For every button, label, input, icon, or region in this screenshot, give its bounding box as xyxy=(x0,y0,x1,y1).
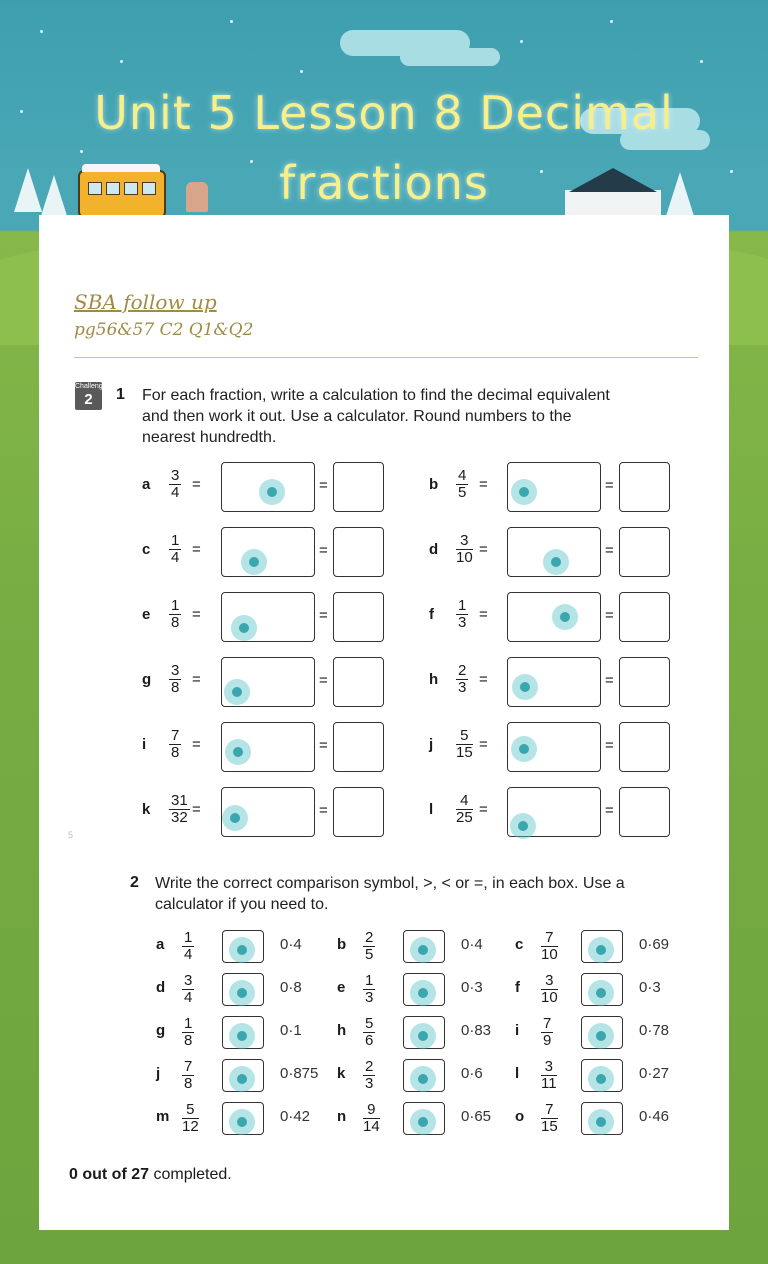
item-label: c xyxy=(515,936,524,953)
page-title: Unit 5 Lesson 8 Decimal fractions xyxy=(94,86,674,210)
fraction xyxy=(541,973,558,1006)
input-hotspot[interactable] xyxy=(588,1023,614,1049)
input-hotspot[interactable] xyxy=(241,549,267,575)
comparison-value: 0·3 xyxy=(639,979,661,996)
item-label: g xyxy=(142,671,152,688)
fraction-denominator: 8 xyxy=(184,1032,193,1049)
input-hotspot[interactable] xyxy=(511,736,537,762)
question-2-line: calculator if you need to. xyxy=(155,896,329,913)
answer-input[interactable] xyxy=(333,657,384,707)
fraction xyxy=(169,468,181,501)
input-hotspot[interactable] xyxy=(512,674,538,700)
equals-sign: = xyxy=(479,606,488,623)
comparison-value: 0·4 xyxy=(280,936,302,953)
comparison-value: 0·78 xyxy=(639,1022,670,1039)
item-label: e xyxy=(142,606,151,623)
comparison-value: 0·69 xyxy=(639,936,670,953)
fraction xyxy=(182,1102,199,1135)
equals-sign: = xyxy=(319,542,328,559)
fraction-numerator: 1 xyxy=(184,929,193,946)
item-label: h xyxy=(429,671,439,688)
star xyxy=(520,40,523,43)
fraction xyxy=(363,1016,375,1049)
fraction-numerator: 3 xyxy=(456,533,473,550)
fraction xyxy=(169,598,181,631)
item-label: h xyxy=(337,1022,347,1039)
equals-sign: = xyxy=(319,477,328,494)
fraction-numerator: 7 xyxy=(171,727,180,744)
item-label: j xyxy=(156,1065,161,1082)
divider xyxy=(74,357,698,358)
equals-sign: = xyxy=(605,737,614,754)
equals-sign: = xyxy=(192,606,201,623)
fraction-numerator: 7 xyxy=(541,1102,558,1119)
input-hotspot[interactable] xyxy=(231,615,257,641)
input-hotspot[interactable] xyxy=(510,813,536,839)
answer-input[interactable] xyxy=(333,787,384,837)
fraction-numerator: 3 xyxy=(184,972,193,989)
fraction-numerator: 7 xyxy=(543,1015,552,1032)
fraction-numerator: 1 xyxy=(365,972,374,989)
input-hotspot[interactable] xyxy=(229,1023,255,1049)
fraction xyxy=(363,973,375,1006)
item-label: k xyxy=(337,1065,346,1082)
input-hotspot[interactable] xyxy=(588,1066,614,1092)
item-label: m xyxy=(156,1108,170,1125)
fraction-numerator: 1 xyxy=(458,597,467,614)
input-hotspot[interactable] xyxy=(259,479,285,505)
fraction-denominator: 3 xyxy=(458,614,467,631)
item-label: a xyxy=(142,476,151,493)
fraction xyxy=(169,728,181,761)
item-label: d xyxy=(429,541,439,558)
fraction-numerator: 2 xyxy=(365,929,374,946)
equals-sign: = xyxy=(319,802,328,819)
fraction-denominator: 8 xyxy=(171,744,180,761)
equals-sign: = xyxy=(479,801,488,818)
comparison-value: 0·3 xyxy=(461,979,483,996)
comparison-value: 0·27 xyxy=(639,1065,670,1082)
question-1-line: For each fraction, write a calculation to find the decimal equivalent xyxy=(142,387,610,404)
fraction-numerator: 1 xyxy=(171,597,180,614)
fraction-denominator: 11 xyxy=(541,1075,557,1092)
item-label: i xyxy=(515,1022,520,1039)
star xyxy=(120,60,123,63)
item-label: o xyxy=(515,1108,525,1125)
fraction-numerator: 5 xyxy=(456,728,473,745)
input-hotspot[interactable] xyxy=(229,1066,255,1092)
answer-input[interactable] xyxy=(619,722,670,772)
completion-status xyxy=(69,1166,232,1184)
equals-sign: = xyxy=(319,607,328,624)
fraction-denominator: 4 xyxy=(171,549,180,566)
item-label: f xyxy=(515,979,520,996)
item-label: n xyxy=(337,1108,347,1125)
fraction-denominator: 3 xyxy=(365,1075,374,1092)
badge-number: 2 xyxy=(84,391,93,408)
fraction-denominator: 32 xyxy=(171,809,188,826)
input-hotspot[interactable] xyxy=(511,479,537,505)
question-1-text xyxy=(142,385,682,448)
fraction-numerator: 3 xyxy=(171,662,180,679)
comparison-value: 0·65 xyxy=(461,1108,492,1125)
input-hotspot[interactable] xyxy=(410,980,436,1006)
item-label: b xyxy=(337,936,347,953)
fraction-denominator: 9 xyxy=(543,1032,552,1049)
input-hotspot[interactable] xyxy=(543,549,569,575)
fraction-denominator: 5 xyxy=(365,946,374,963)
equals-sign: = xyxy=(479,671,488,688)
equals-sign: = xyxy=(319,737,328,754)
note-line-2: pg56&57 C2 Q1&Q2 xyxy=(74,320,254,340)
item-label: c xyxy=(142,541,151,558)
challenge-badge xyxy=(75,382,107,410)
fraction xyxy=(182,1059,194,1092)
fraction xyxy=(456,728,473,761)
fraction-denominator: 10 xyxy=(456,549,473,566)
fraction xyxy=(182,973,194,1006)
star xyxy=(700,60,703,63)
fraction xyxy=(456,598,468,631)
star xyxy=(230,20,233,23)
answer-input[interactable] xyxy=(619,527,670,577)
equals-sign: = xyxy=(192,476,201,493)
fraction-numerator: 2 xyxy=(365,1058,374,1075)
input-hotspot[interactable] xyxy=(229,980,255,1006)
fraction xyxy=(363,1059,375,1092)
input-hotspot[interactable] xyxy=(588,937,614,963)
fraction xyxy=(182,930,194,963)
fraction xyxy=(182,1016,194,1049)
comparison-value: 0·1 xyxy=(280,1022,302,1039)
fraction xyxy=(169,793,190,826)
fraction-denominator: 8 xyxy=(171,679,180,696)
fraction-denominator: 14 xyxy=(363,1118,380,1135)
equals-sign: = xyxy=(605,672,614,689)
fraction-numerator: 5 xyxy=(365,1015,374,1032)
comparison-value: 0·8 xyxy=(280,979,302,996)
fraction-denominator: 25 xyxy=(456,809,473,826)
input-hotspot[interactable] xyxy=(588,1109,614,1135)
fraction-numerator: 1 xyxy=(184,1015,193,1032)
fraction xyxy=(541,930,558,963)
fraction-denominator: 3 xyxy=(458,679,467,696)
comparison-value: 0·875 xyxy=(280,1065,319,1082)
question-1-line: nearest hundredth. xyxy=(142,429,277,446)
fraction xyxy=(456,663,468,696)
input-hotspot[interactable] xyxy=(229,937,255,963)
equals-sign: = xyxy=(605,542,614,559)
answer-input[interactable] xyxy=(333,722,384,772)
answer-input[interactable] xyxy=(333,462,384,512)
star xyxy=(610,20,613,23)
question-1-number: 1 xyxy=(116,386,125,403)
fraction xyxy=(456,533,473,566)
fraction-denominator: 4 xyxy=(184,946,193,963)
answer-input[interactable] xyxy=(333,592,384,642)
fraction-denominator: 12 xyxy=(182,1118,199,1135)
equals-sign: = xyxy=(605,802,614,819)
fraction-numerator: 2 xyxy=(458,662,467,679)
badge-label: Challenge xyxy=(75,383,107,390)
fraction xyxy=(169,533,181,566)
answer-input[interactable] xyxy=(619,787,670,837)
item-label: f xyxy=(429,606,434,623)
fraction-denominator: 15 xyxy=(456,744,473,761)
input-hotspot[interactable] xyxy=(588,980,614,1006)
input-hotspot[interactable] xyxy=(225,739,251,765)
fraction-numerator: 3 xyxy=(541,973,558,990)
input-hotspot[interactable] xyxy=(552,604,578,630)
input-hotspot[interactable] xyxy=(410,1023,436,1049)
star xyxy=(40,30,43,33)
star xyxy=(300,70,303,73)
input-hotspot[interactable] xyxy=(224,679,250,705)
item-label: k xyxy=(142,801,151,818)
equals-sign: = xyxy=(192,736,201,753)
equals-sign: = xyxy=(319,672,328,689)
equals-sign: = xyxy=(605,477,614,494)
equals-sign: = xyxy=(479,736,488,753)
answer-input[interactable] xyxy=(619,592,670,642)
fraction-numerator: 3 xyxy=(541,1059,557,1076)
fraction xyxy=(456,793,473,826)
question-2-line: Write the correct comparison symbol, >, < or =, in each box. Use a xyxy=(155,875,625,892)
fraction-numerator: 3 xyxy=(171,467,180,484)
item-label: d xyxy=(156,979,166,996)
item-label: i xyxy=(142,736,147,753)
item-label: l xyxy=(515,1065,520,1082)
comparison-value: 0·4 xyxy=(461,936,483,953)
question-2-number: 2 xyxy=(130,874,139,891)
fraction-numerator: 4 xyxy=(458,467,467,484)
equals-sign: = xyxy=(479,476,488,493)
fraction-denominator: 4 xyxy=(184,989,193,1006)
equals-sign: = xyxy=(192,801,201,818)
equals-sign: = xyxy=(605,607,614,624)
fraction-denominator: 8 xyxy=(171,614,180,631)
input-hotspot[interactable] xyxy=(229,1109,255,1135)
equals-sign: = xyxy=(192,671,201,688)
item-label: j xyxy=(429,736,434,753)
comparison-value: 0·42 xyxy=(280,1108,311,1125)
fraction-denominator: 5 xyxy=(458,484,467,501)
fraction xyxy=(363,1102,380,1135)
fraction-denominator: 6 xyxy=(365,1032,374,1049)
fraction-numerator: 7 xyxy=(184,1058,193,1075)
fraction xyxy=(456,468,468,501)
fraction xyxy=(169,663,181,696)
fraction-denominator: 3 xyxy=(365,989,374,1006)
comparison-value: 0·46 xyxy=(639,1108,670,1125)
completion-count: 0 out of 27 xyxy=(69,1166,150,1183)
input-hotspot[interactable] xyxy=(410,1066,436,1092)
note-line-1: SBA follow up xyxy=(74,290,217,314)
calculation-input[interactable] xyxy=(221,527,315,577)
fraction-denominator: 10 xyxy=(541,989,558,1006)
item-label: e xyxy=(337,979,346,996)
fraction-numerator: 4 xyxy=(456,793,473,810)
question-2-text xyxy=(155,873,685,915)
answer-input[interactable] xyxy=(619,462,670,512)
fraction-denominator: 8 xyxy=(184,1075,193,1092)
item-label: l xyxy=(429,801,434,818)
fraction-denominator: 4 xyxy=(171,484,180,501)
answer-input[interactable] xyxy=(619,657,670,707)
fraction xyxy=(541,1059,557,1092)
equals-sign: = xyxy=(479,541,488,558)
item-label: b xyxy=(429,476,439,493)
cloud xyxy=(400,48,500,66)
completion-suffix: completed. xyxy=(149,1166,232,1183)
item-label: g xyxy=(156,1022,166,1039)
fraction-denominator: 10 xyxy=(541,946,558,963)
fraction xyxy=(541,1102,558,1135)
equals-sign: = xyxy=(192,541,201,558)
comparison-value: 0·6 xyxy=(461,1065,483,1082)
fraction-numerator: 9 xyxy=(363,1102,380,1119)
fraction-numerator: 7 xyxy=(541,930,558,947)
input-hotspot[interactable] xyxy=(410,1109,436,1135)
fraction xyxy=(363,930,375,963)
fraction-numerator: 31 xyxy=(171,792,188,809)
fraction-numerator: 1 xyxy=(171,532,180,549)
comparison-value: 0·83 xyxy=(461,1022,492,1039)
question-1-line: and then work it out. Use a calculator. Round numbers to the xyxy=(142,408,572,425)
fraction-numerator: 5 xyxy=(182,1102,199,1119)
input-hotspot[interactable] xyxy=(410,937,436,963)
input-hotspot[interactable] xyxy=(222,805,248,831)
item-label: a xyxy=(156,936,165,953)
page-number: 5 xyxy=(68,830,74,840)
answer-input[interactable] xyxy=(333,527,384,577)
fraction xyxy=(541,1016,553,1049)
fraction-denominator: 15 xyxy=(541,1118,558,1135)
